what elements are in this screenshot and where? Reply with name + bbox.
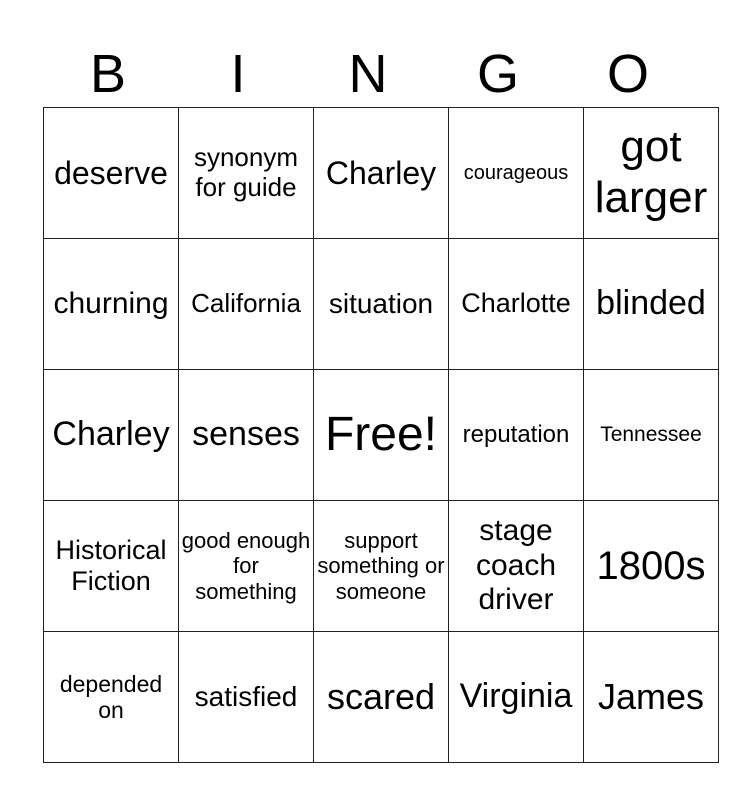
header-letter-n: N	[348, 44, 388, 104]
board-row	[44, 108, 719, 239]
bingo-cell[interactable]: Virginia	[449, 632, 584, 763]
board-row	[44, 501, 719, 632]
board-row	[44, 370, 719, 501]
board-row	[44, 632, 719, 763]
bingo-cell[interactable]: California	[179, 239, 314, 370]
bingo-cell[interactable]: 1800s	[584, 501, 719, 632]
bingo-cell[interactable]: reputation	[449, 370, 584, 501]
free-space-cell[interactable]: Free!	[314, 370, 449, 501]
bingo-cell[interactable]: support something or someone	[314, 501, 449, 632]
bingo-cell[interactable]: James	[584, 632, 719, 763]
bingo-header	[43, 42, 693, 106]
bingo-cell[interactable]: situation	[314, 239, 449, 370]
bingo-cell[interactable]: satisfied	[179, 632, 314, 763]
bingo-cell[interactable]: Charley	[44, 370, 179, 501]
bingo-cell[interactable]: Charlotte	[449, 239, 584, 370]
bingo-cell[interactable]: stage coach driver	[449, 501, 584, 632]
bingo-cell[interactable]: Tennessee	[584, 370, 719, 501]
header-letter-o: O	[606, 44, 649, 104]
bingo-cell[interactable]: courageous	[449, 108, 584, 239]
header-letter-b: B	[89, 44, 127, 104]
bingo-cell[interactable]: depended on	[44, 632, 179, 763]
bingo-cell[interactable]: senses	[179, 370, 314, 501]
bingo-cell[interactable]: deserve	[44, 108, 179, 239]
header-letter-i: I	[230, 44, 246, 104]
bingo-cell[interactable]: churning	[44, 239, 179, 370]
bingo-cell[interactable]: blinded	[584, 239, 719, 370]
header-letter-g: G	[476, 44, 519, 104]
bingo-cell[interactable]: scared	[314, 632, 449, 763]
board-row	[44, 239, 719, 370]
bingo-cell[interactable]: Charley	[314, 108, 449, 239]
bingo-cell[interactable]: synonym for guide	[179, 108, 314, 239]
bingo-cell[interactable]: good enough for something	[179, 501, 314, 632]
bingo-board	[43, 107, 719, 763]
bingo-cell[interactable]: got larger	[584, 108, 719, 239]
bingo-cell[interactable]: Historical Fiction	[44, 501, 179, 632]
